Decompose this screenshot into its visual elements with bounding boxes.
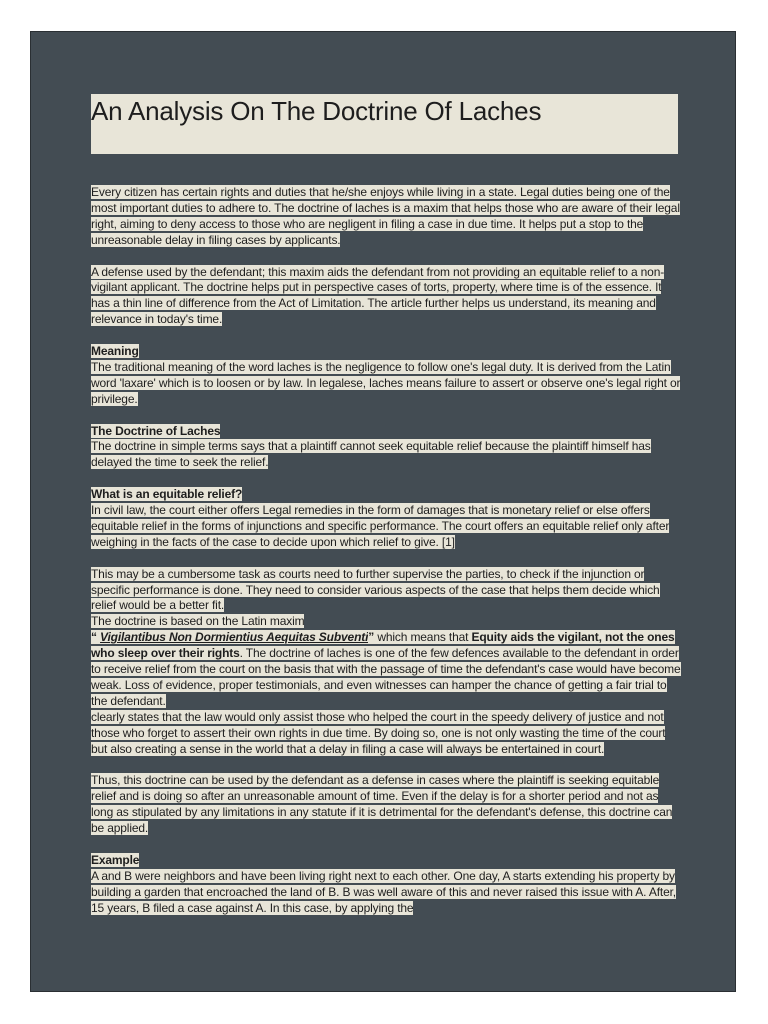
clearly-states-text: clearly states that the law would only assist those who helped the court in the speedy delivery of justice and not those who forget to assert their own rights in due time. By doing so, one is not only wasting the time of the court but also creating a sense in the world that a delay in filing a case will always be entertained in court. [91, 709, 666, 756]
intro-paragraph-1-text: Every citizen has certain rights and duties that he/she enjoys while living in a state. Legal duties being one of the most important duties to adhere to. The doctrine of laches is a maxim that helps those who are aware of their legal right, aiming to deny access to those who are negligent in filing a case in due time. It helps put a stop to the unreasonable delay in filing cases by applicants. [91, 185, 680, 247]
equitable-text: In civil law, the court either offers Legal remedies in the form of damages that is monetary relief or else offers equitable relief in the forms of injunctions and specific performance. The court offers an equitable relief only after weighing in the facts of the case to decide upon which relief to give. [1] [91, 503, 670, 549]
which-means-text: which means that [374, 630, 472, 645]
title-box [91, 94, 678, 154]
latin-close-quote: ” [368, 630, 375, 645]
latin-intro: The doctrine is based on the Latin maxim [91, 614, 305, 629]
cumbersome-text: This may be a cumbersome task as courts need to further supervise the parties, to check if the injunction or specific performance is done. They need to consider various aspects of the case that helps them decide which relief would be a better fit. [91, 566, 660, 613]
maxim-section [91, 567, 681, 758]
maxim-explanation: . The doctrine of laches is one of the few defences available to the defendant in order to receive relief from the court on the basis that with the passage of time the defendant's case would have become weak. Loss of evidence, proper testimonials, and even witnesses can hamper the chance of getting a fair trial to the defendant. [91, 646, 681, 708]
intro-paragraph-2 [91, 265, 681, 329]
meaning-text: The traditional meaning of the word laches is the negligence to follow one's legal duty. It is derived from the Latin word 'laxare' which is to loosen or by law. In legalese, laches means failure to assert or observe one's legal right or privilege. [91, 359, 681, 406]
meaning-heading: Meaning [91, 344, 139, 359]
latin-open-quote: “ [91, 630, 101, 645]
intro-paragraph-1 [91, 185, 681, 249]
example-heading: Example [91, 852, 140, 867]
example-text: A and B were neighbors and have been living right next to each other. One day, A starts extending his property by building a garden that encroached the land of B. B was well aware of this and never raised this issue with A. After, 15 years, B filed a case against A. In this case, by applying the [91, 868, 676, 915]
doctrine-section [91, 424, 681, 472]
example-section [91, 853, 681, 917]
document-body [91, 185, 681, 917]
thus-text: Thus, this doctrine can be used by the defendant as a defense in cases where the plaintiff is seeking equitable relief and is doing so after an unreasonable amount of time. Even if the delay is for a shorter period and not as long as stipulated by any limitations in any statute if it is detrimental for the defendant's defense, this doctrine can be applied. [91, 773, 673, 836]
equitable-section [91, 487, 681, 551]
thus-paragraph [91, 773, 681, 837]
doctrine-text: The doctrine in simple terms says that a plaintiff cannot seek equitable relief because the plaintiff himself has delayed the time to seek the relief. [91, 439, 651, 470]
meaning-section [91, 344, 681, 408]
doctrine-heading: The Doctrine of Laches [91, 423, 221, 438]
latin-maxim: Vigilantibus Non Dormientius Aequitas Subventi [100, 630, 369, 645]
intro-paragraph-2-text: A defense used by the defendant; this maxim aids the defendant from not providing an equitable relief to a non-vigilant applicant. The doctrine helps put in perspective cases of torts, property, where time is of the essence. It has a thin line of difference from the Act of Limitation. The article further helps us understand, its meaning and relevance in today's time. [91, 264, 665, 327]
equitable-heading: What is an equitable relief? [91, 487, 243, 502]
document-page [30, 31, 736, 992]
document-title: An Analysis On The Doctrine Of Laches [91, 96, 542, 126]
equity-maxim-translation: Equity aids the vigilant, not the ones who sleep over their rights [91, 630, 675, 661]
